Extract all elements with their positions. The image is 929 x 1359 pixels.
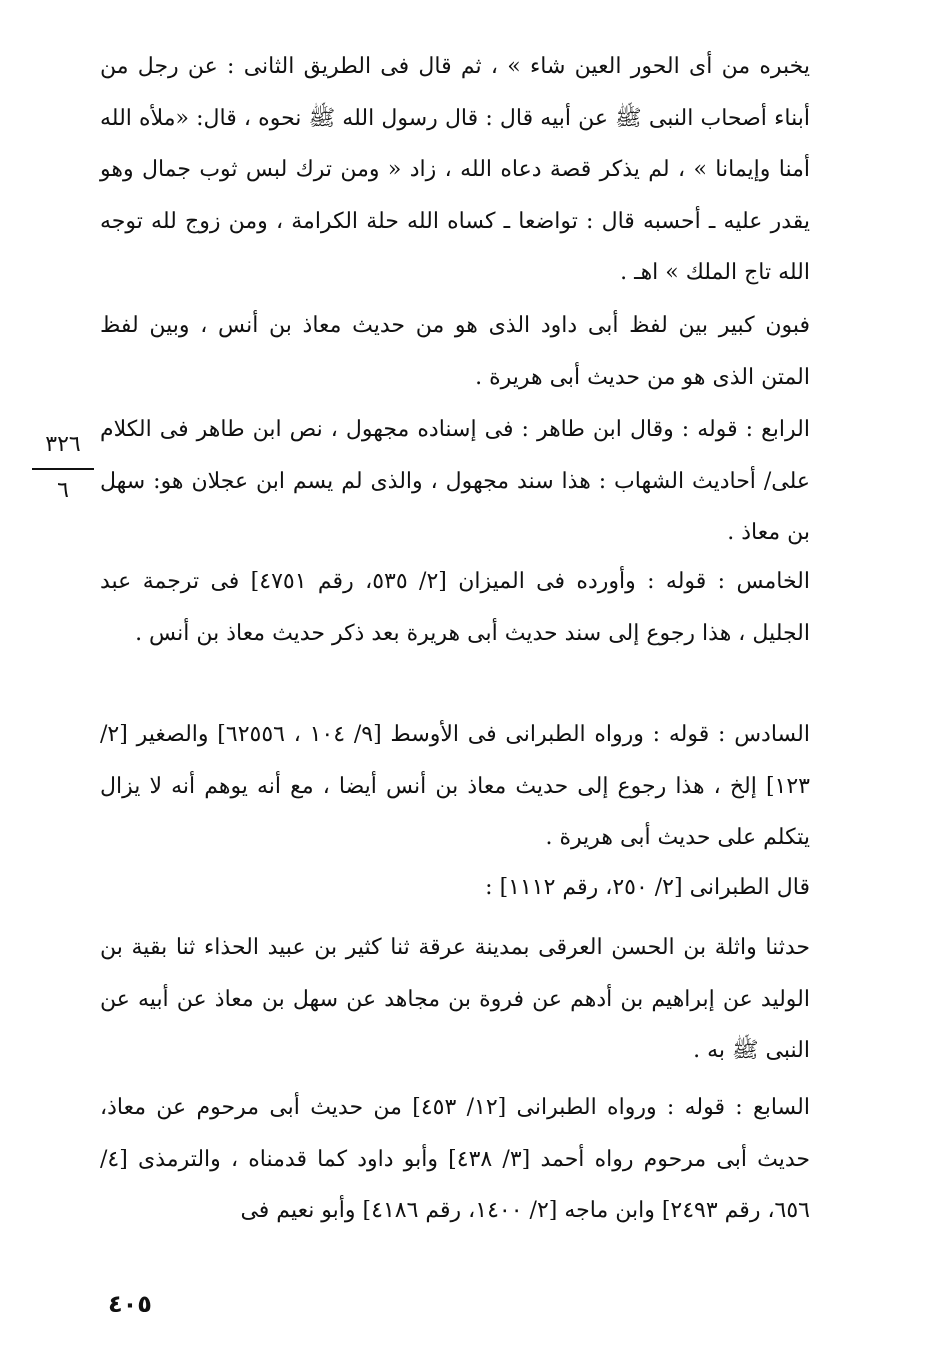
paragraph-1-block xyxy=(100,41,810,299)
margin-reference-note xyxy=(28,428,98,508)
paragraph-6: قال الطبرانى [٢/ ٢٥٠، رقم ١١١٢] : xyxy=(485,875,810,900)
paragraph-7-block xyxy=(100,922,810,1077)
paragraph-8: السابع : قوله : ورواه الطبرانى [١٢/ ٤٥٣] من حديث أبى مرحوم عن معاذ، حديث أبى مرحوم رواه أحمد [٣/ ٤٣٨] وأبو داود كما قدمناه ، والترمذى [٤/ ٦٥٦، رقم ٢٤٩٣] وابن ماجه [٢/ ١٤٠٠، رقم ٤١٨٦] وأبو نعيم فى xyxy=(100,1095,811,1223)
paragraph-2: فبون كبير بين لفظ أبى داود الذى هو من حديث معاذ بن أنس ، وبين لفظ المتن الذى هو من حديث أبى هريرة . xyxy=(100,313,810,390)
paragraph-4-block xyxy=(100,556,810,659)
margin-note-top: ٣٢٦ xyxy=(45,432,81,457)
paragraph-8-block xyxy=(100,1082,810,1237)
paragraph-5: السادس : قوله : ورواه الطبرانى فى الأوسط [٩/ ١٠٤ ، ٦٢٥٥٦] والصغير [٢/ ١٢٣] إلخ ، هذا رجوع إلى حديث معاذ بن أنس أيضا ، مع أنه يوهم أنه لا يزال يتكلم على حديث أبى هريرة . xyxy=(100,722,810,850)
paragraph-3: الرابع : قوله : وقال ابن طاهر : فى إسناده مجهول ، نص ابن طاهر فى الكلام على/ أحاديث الشهاب : هذا سند مجهول ، والذى لم يسم ابن عجلان هو: سهل بن معاذ . xyxy=(100,417,810,545)
paragraph-6-block xyxy=(100,862,810,914)
page-number: ٤٠٥ xyxy=(108,1290,152,1318)
margin-note-divider xyxy=(32,468,94,470)
paragraph-4: الخامس : قوله : وأورده فى الميزان [٢/ ٥٣٥، رقم ٤٧٥١] فى ترجمة عبد الجليل ، هذا رجوع إلى سند حديث أبى هريرة بعد ذكر حديث معاذ بن أنس . xyxy=(100,569,810,646)
paragraph-2-block xyxy=(100,300,810,403)
paragraph-1: يخبره من أى الحور العين شاء » ، ثم قال فى الطريق الثانى : عن رجل من أبناء أصحاب النبى ﷺ عن أبيه قال : قال رسول الله ﷺ نحوه ، قال: «ملأه الله أمنا وإيمانا » ، لم يذكر قصة دعاه الله ، زاد « ومن ترك لبس ثوب جمال وهو يقدر عليه ـ أحسبه قال : تواضعا ـ كساه الله حلة الكرامة ، ومن زوج لله توجه الله تاج الملك » اهـ . xyxy=(100,54,810,285)
paragraph-7: حدثنا واثلة بن الحسن العرقى بمدينة عرقة ثنا كثير بن عبيد الحذاء ثنا بقية بن الوليد عن إبراهيم بن أدهم عن فروة بن مجاهد عن سهل بن معاذ عن أبيه عن النبى ﷺ به . xyxy=(100,935,810,1063)
paragraph-3-block xyxy=(100,404,810,559)
margin-note-bottom: ٦ xyxy=(57,478,69,503)
paragraph-5-block xyxy=(100,709,810,864)
